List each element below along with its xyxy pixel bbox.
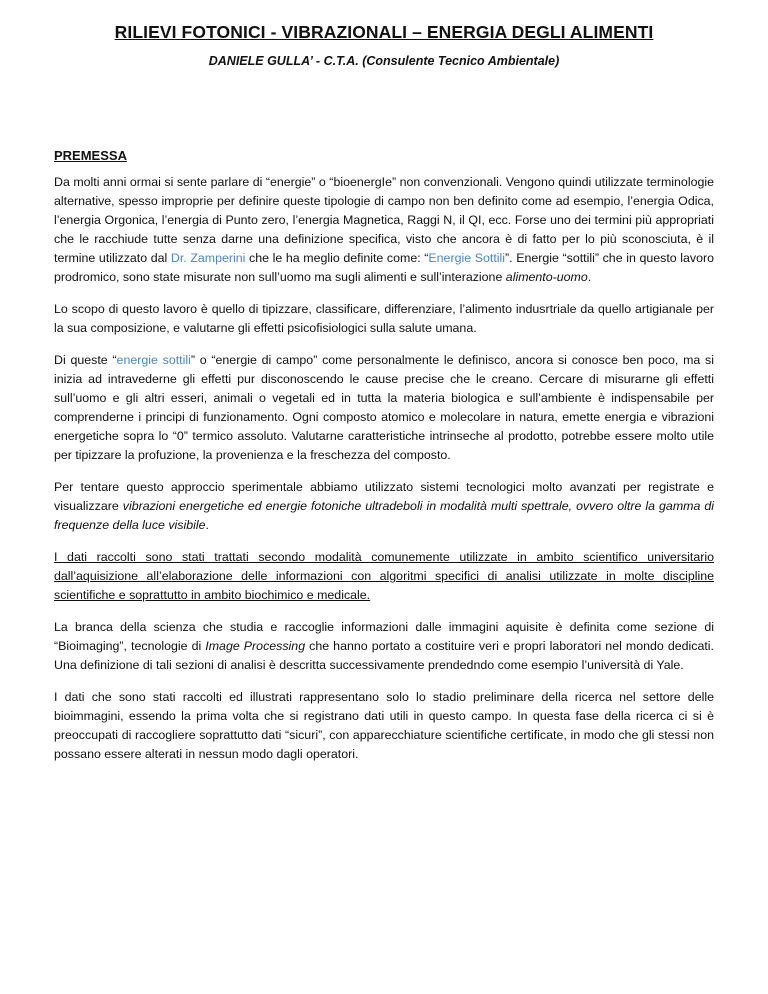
link-energie-sottili[interactable]: Energie Sottili: [428, 251, 506, 265]
paragraph-3: [54, 351, 714, 465]
paragraph-1-emphasis: alimento-uomo: [505, 270, 588, 284]
paragraph-3-text-a: Di queste “: [54, 353, 117, 367]
paragraph-7: I dati che sono stati raccolti ed illustrati rappresentano solo lo stadio preliminare della ricerca nel settore delle bioimmagini, essendo la prima volta che si registrano dati utili in questo campo. In questa fase della ricerca ci si è preoccupati di raccogliere soprattutto dati “sicuri”, con apparecchiature scientifiche certificate, in modo che gli stessi non possano essere alterati in nessun modo dagli operatori.: [54, 690, 714, 761]
paragraph-4-emphasis: vibrazioni energetiche ed energie fotoniche ultradeboli in modalità multi spettrale, ovvero oltre la gamma di frequenze della luce visibile: [54, 499, 714, 532]
paragraph-4-text-b: .: [205, 518, 209, 532]
paragraph-2: Lo scopo di questo lavoro è quello di tipizzare, classificare, differenziare, l’alimento indusrtriale da quello artigianale per la sua composizione, e valutarne gli effetti psicofisiologici sulla salute umana.: [54, 302, 714, 335]
paragraph-3-text-b: ” o “energie di campo” come personalmente le definisco, ancora si conosce ben poco, ma si inizia ad intravederne gli effetti pur disconoscendo le cause precise che le creano. Cercare di misurarne gli effetti sull’uomo e gli altri esseri, animali o vegetali ed in tutta la materia biologica e sull’ambiente è indispensabile per comprenderne i principi di funzionamento. Ogni composto atomico e molecolare in natura, emette energia e vibrazioni energetiche sopra lo “0” termico assoluto. Valutarne caratteristiche intrinseche al prodotto, potrebbe essere molto utile per tipizzare la profuzione, la provenienza e la freschezza del composto.: [54, 353, 714, 462]
paragraph-1: [54, 173, 714, 287]
paragraph-4: [54, 478, 714, 535]
paragraph-5: I dati raccolti sono stati trattati secondo modalità comunemente utilizzate in ambito scientifico universitario dall’aquisizione all’elaborazione delle informazioni con algoritmi specifici di analisi utilizzate in molte discipline scientifiche e soprattutto in ambito biochimico e medicale.: [54, 550, 714, 602]
link-dr-zamperini[interactable]: Dr. Zamperini: [170, 251, 246, 265]
paragraph-1-text-c: ”. Energie “sottili” che in questo lavoro prodromico, sono state misurate non sull’uomo ma sugli alimenti e sull’interazione: [54, 251, 715, 284]
paragraph-4-text-a: Per tentare questo approccio sperimentale abbiamo utilizzato sistemi tecnologici molto avanzati per registrate e visualizzare: [54, 480, 714, 513]
paragraph-6-emphasis: Image Processing: [205, 639, 306, 653]
paragraph-1-text-a: Da molti anni ormai si sente parlare di “energie” o “bioenergIe” non convenzionali. Vengono quindi utilizzate terminologie alternative, spesso improprie per definire queste tipologie di campo non ben definito come ad esempio, l’energia Odica, l’energia Orgonica, l’energia di Punto zero, l’energia Magnetica, Raggi N, il QI, ecc. Forse uno dei termini più appropriati che le racchiude tutte senza darne una definizione specifica, visto che ancora è di fatto per lo più sconosciuta, è il termine utilizzato dal: [54, 175, 714, 265]
paragraph-1-text-b: che le ha meglio definite come: “: [245, 251, 429, 265]
section-heading: PREMESSA: [54, 148, 127, 163]
document-page: [54, 0, 714, 764]
document-author: DANIELE GULLA’ - C.T.A. (Consulente Tecnico Ambientale): [208, 54, 560, 68]
document-title: RILIEVI FOTONICI - VIBRAZIONALI – ENERGIA DEGLI ALIMENTI: [114, 22, 654, 42]
paragraph-6-text-b: che hanno portato a costituire veri e propri laboratori nel mondo dedicati. Una definizione di tali sezioni di analisi è descritta successivamente prendedndo come esempio l’università di Yale.: [54, 639, 714, 672]
paragraph-1-text-d: .: [587, 270, 592, 284]
link-energie-sottili-2[interactable]: energie sottili: [116, 353, 191, 367]
paragraph-6: [54, 618, 714, 675]
paragraph-6-text-a: La branca della scienza che studia e raccoglie informazioni dalle immagini aquisite è definita come sezione di “Bioimaging”, tecnologie di: [54, 620, 714, 653]
